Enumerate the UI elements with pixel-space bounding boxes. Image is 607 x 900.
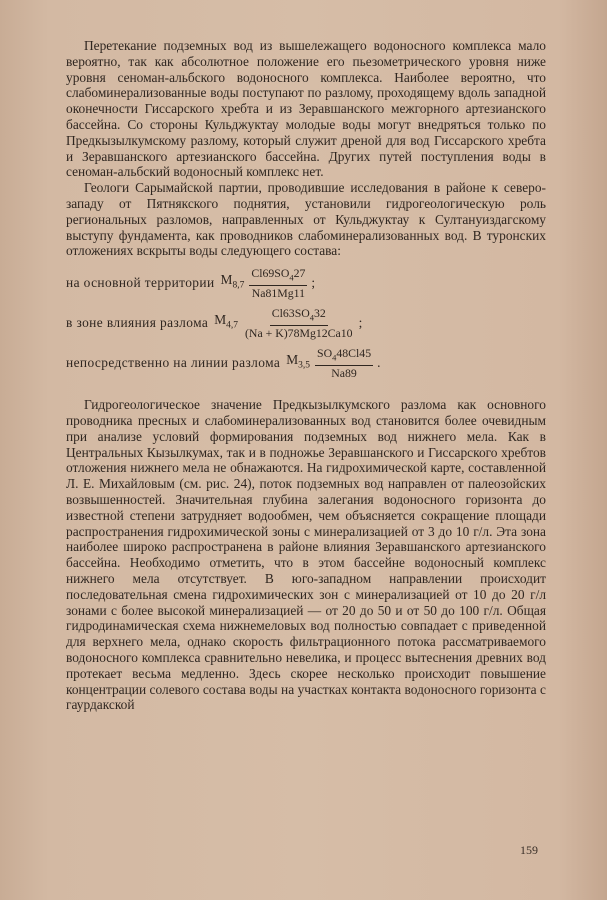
formula-label: непосредственно на линии разлома: [66, 355, 281, 371]
composition-fraction: [249, 266, 307, 299]
composition-fraction: [243, 306, 355, 339]
anion-composition: $Cl63SO_432$: [270, 306, 328, 325]
paragraph-1: Перетекание подземных вод из вышележащего водоносного комплекса мало вероятно, так как абсолютное положение его пьезометрического уровня ниже уровня сеноман-альбского водоносного комплекса. Наиболее вероятно, что слабоминерализованные воды поступают по разлому, проходящему вдоль западной оконечности Гиссарского хребта и из Зеравшанского межгорного артезианского бассейна. Со стороны Кульджуктау молодые воды могут внедряться только по Предкызылкумскому разлому, который служит дреной для вод Гиссарского хребта и Зеравшанского артезианского бассейна. Других путей поступления воды в сеноман-альбский водоносный комплекс нет.: [66, 38, 546, 180]
mineralization-symbol: $M_{3,5}$: [286, 351, 311, 371]
anion-composition: $SO_448Cl45$: [315, 346, 373, 365]
formula-fault-zone: в зоне влияния разлома $M_{4,7}$ $\frac{Cl63SO_432}{(Na + K)78Mg12Ca10}$ ;: [66, 306, 363, 340]
paragraph-2: Геологи Сарымайской партии, проводившие исследования в районе к северо-западу от Пятнякского поднятия, установили гидрогеологическую роль региональных разломов, направленных от Кульджуктау к Султануиздагскому выступу фундамента, как проводников слабоминерализованных вод. В туронских отложениях вскрыты воды следующего состава:: [66, 180, 546, 259]
paragraph-3: Гидрогеологическое значение Предкызылкумского разлома как основного проводника пресных и слабоминерализованных вод становится более очевидным при анализе условий формирования подземных вод нижнего мела. Как в Центральных Кызылкумах, так и в подножье Зеравшанского и Гиссарского хребтов отложения нижнего мела не обнажаются. На гидрохимической карте, составленной Л. Е. Михайловым (см. рис. 24), поток подземных вод направлен от палеозойских возвышенностей. Значительная глубина залегания водоносного горизонта до известной степени затрудняет водообмен, чем объясняется сокращение площади распространения гидрохимической зоны с минерализацией от 3 до 10 г/л. Эта зона наиболее широко распространена в районе влияния Зеравшанского артезианского бассейна. Необходимо отметить, что в этом бассейне водоносный комплекс нижнего мела отсутствует. В юго-западном направлении происходит последовательная смена гидрохимических зон с минерализацией от 10 до 20 г/л зонами с более высокой минерализацией — от 20 до 50 и от 50 до 100 г/л. Общая гидродинамическая схема нижнемеловых вод полностью совпадает с приведенной для верхнего мела, однако скорость фильтрационного потока рассматриваемого водоносного комплекса сравнительно невелика, и процесс вытеснения древних вод протекает весьма медленно. Здесь скорее несколько происходит повышение концентрации солевого состава воды на участках контакта водоносного горизонта с гаурдакской: [66, 397, 546, 713]
cation-composition: (Na + K)78Mg12Ca10: [245, 325, 353, 340]
mineralization-symbol: $M_{8,7}$: [220, 271, 245, 291]
cation-composition: Na89: [331, 365, 357, 380]
formula-fault-line: непосредственно на линии разлома $M_{3,5}$ $\frac{SO_448Cl45}{Na89}$ .: [66, 346, 381, 380]
page-number: 159: [520, 843, 538, 857]
composition-fraction: [315, 346, 373, 379]
text-column: [66, 38, 546, 713]
anion-composition: $Cl69SO_427$: [249, 266, 307, 285]
formula-label: в зоне влияния разлома: [66, 315, 209, 331]
formula-main-territory: на основной территории $M_{8,7}$ $\frac{Cl69SO_427}{Na81Mg11}$ ;: [66, 266, 316, 300]
formula-label: на основной территории: [66, 275, 215, 291]
cation-composition: Na81Mg11: [251, 285, 306, 300]
mineralization-symbol: $M_{4,7}$: [214, 311, 238, 331]
